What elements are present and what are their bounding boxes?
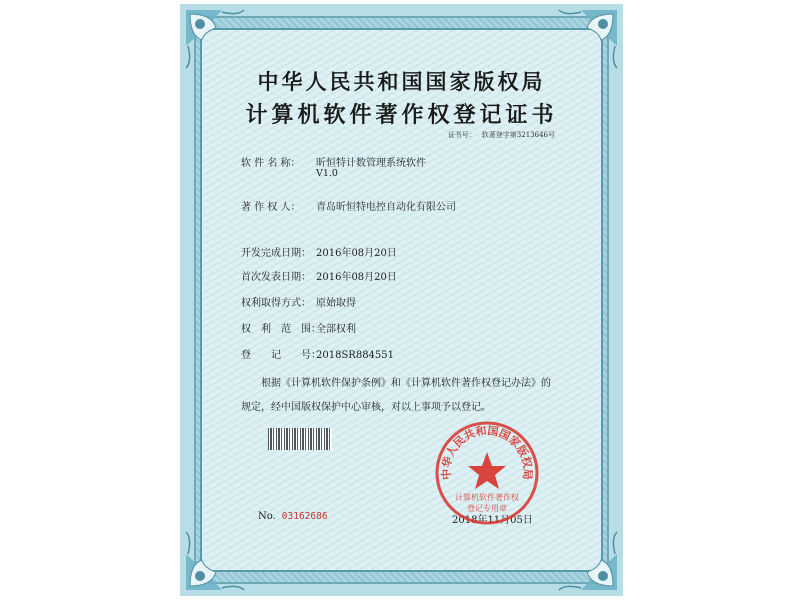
- field-value: 原始取得: [316, 298, 356, 309]
- field-label: 开发完成日期：: [241, 248, 311, 259]
- field-label: 权利取得方式：: [241, 298, 311, 309]
- statement-line-1: 根据《计算机软件保护条例》和《计算机软件著作权登记办法》的: [261, 378, 551, 389]
- field-copyright-owner: [241, 198, 456, 213]
- statement-line-2: 规定，经中国版权保护中心审核，对以上事项予以登记。: [241, 402, 491, 413]
- field-value: 青岛昕恒特电控自动化有限公司: [316, 202, 456, 213]
- serial-label: No.: [258, 511, 276, 522]
- issue-date: 2018年11月05日: [452, 515, 533, 526]
- seal-text-bottom-1: 计算机软件著作权: [455, 493, 519, 502]
- certificate-title: 计算机软件著作权登记证书: [245, 102, 558, 128]
- field-value: 2016年08月20日: [316, 272, 397, 283]
- seal-text-top: 中华人民共和国国家版权局: [439, 424, 535, 481]
- official-seal: [434, 420, 540, 526]
- field-software-name: [241, 154, 426, 169]
- field-label: 著 作 权 人：: [241, 202, 301, 213]
- field-acquisition: [241, 294, 356, 309]
- serial-number: [258, 511, 328, 522]
- field-value: 昕恒特计数管理系统软件: [316, 158, 426, 169]
- field-value: 2016年08月20日: [316, 248, 397, 259]
- field-label: 登 记 号：: [241, 350, 321, 361]
- field-value: 2018SR884551: [316, 350, 395, 361]
- field-label: 权 利 范 围：: [241, 324, 321, 335]
- field-registration-no: [241, 346, 394, 361]
- field-label: 首次发表日期：: [241, 272, 311, 283]
- serial-value: 03162686: [281, 511, 328, 522]
- certificate-content: [180, 4, 623, 596]
- seal-text-bottom-2: 登记专用章: [467, 504, 507, 513]
- field-dev-date: [241, 244, 397, 259]
- certificate-number-value: 软著登字第3213646号: [481, 131, 555, 139]
- seal-star-icon: [468, 452, 506, 489]
- field-value: 全部权利: [316, 324, 356, 335]
- software-version: V1.0: [316, 168, 338, 179]
- certification-statement: [241, 372, 571, 420]
- field-label: 软 件 名 称：: [241, 158, 301, 169]
- field-publish-date: [241, 268, 397, 283]
- certificate-number-label: 证书号：: [447, 131, 476, 139]
- certificate: [180, 4, 623, 596]
- certificate-number: [442, 130, 555, 140]
- field-rights-scope: [241, 320, 356, 335]
- issuer-title: 中华人民共和国国家版权局: [257, 69, 546, 94]
- barcode: [268, 428, 332, 450]
